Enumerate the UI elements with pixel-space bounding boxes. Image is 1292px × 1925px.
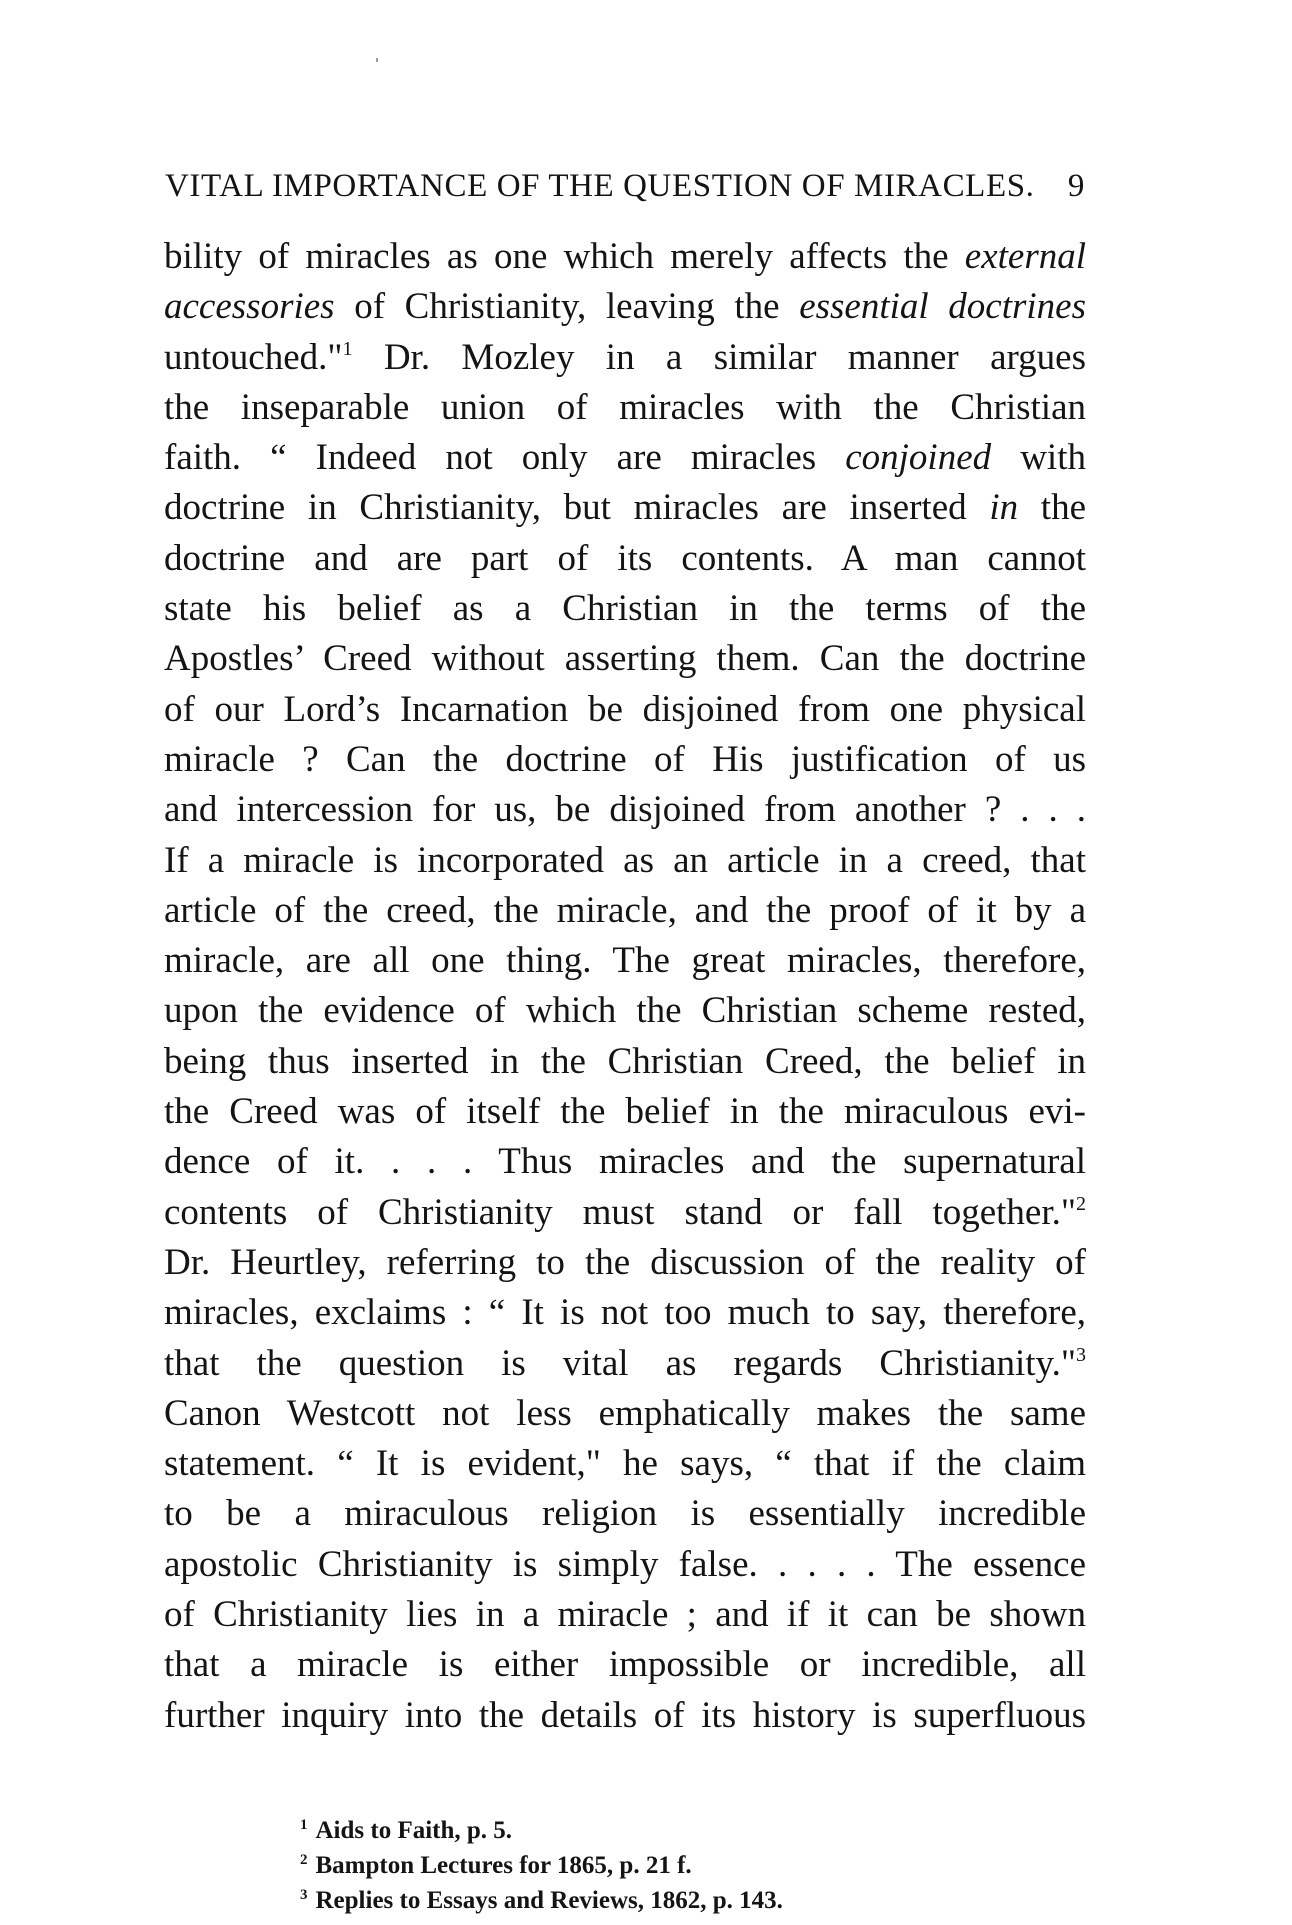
text-line: article of the creed, the miracle, and the proof of it by a [164,889,1086,931]
footnote-mark: 1 [300,1817,308,1833]
text-line: faith. “ Indeed not only are miracles conjoined with [164,437,1086,479]
text-line: miracles, exclaims : “ It is not too much to say, therefore, [164,1292,1086,1334]
text-line: of Christianity lies in a miracle ; and if it can be shown [164,1594,1086,1636]
text-line: state his belief as a Christian in the terms of the [164,588,1086,630]
text-line: bility of miracles as one which merely affects the external [164,236,1086,277]
footnote [300,1848,1000,1883]
running-head-title: VITAL IMPORTANCE OF THE QUESTION OF MIRACLES. [165,168,1035,204]
paper-speck [376,58,378,62]
text-line: that the question is vital as regards Christianity."$^3$ [164,1342,1086,1384]
text-line: accessories of Christianity, leaving the essential doctrines [164,286,1086,328]
footnote-text: Bampton Lectures for 1865, p. 21 f. [315,1852,692,1879]
text-line: and intercession for us, be disjoined from another ? . . . [164,789,1086,831]
text-line: doctrine in Christianity, but miracles are inserted in the [164,487,1086,529]
text-line: dence of it. . . . Thus miracles and the supernatural [164,1141,1086,1183]
footnote [300,1813,1000,1848]
text-line: contents of Christianity must stand or fall together."$^2$ [164,1191,1086,1233]
footnotes [300,1813,1000,1918]
text-line: to be a miraculous religion is essentially incredible [164,1493,1086,1535]
footnote-ref: 2 [1076,1192,1086,1215]
running-head [165,168,1085,205]
footnote-mark: 3 [300,1887,308,1903]
page-number: 9 [1067,168,1085,204]
footnote-ref: 3 [1076,1343,1086,1366]
footnote [300,1883,1000,1918]
text-line: Canon Westcott not less emphatically makes the same [164,1392,1086,1434]
text-line: untouched."$^1$ Dr. Mozley in a similar manner argues [164,336,1086,378]
text-line: Dr. Heurtley, referring to the discussion of the reality of [164,1241,1086,1283]
text-line: the inseparable union of miracles with the Christian [164,386,1086,428]
text-line: that a miracle is either impossible or incredible, all [164,1644,1086,1686]
text-line: miracle ? Can the doctrine of His justification of us [164,738,1086,780]
text-line: statement. “ It is evident," he says, “ that if the claim [164,1443,1086,1485]
text-line: the Creed was of itself the belief in the miraculous evi- [164,1091,1086,1133]
text-line: Apostles’ Creed without asserting them. Can the doctrine [164,638,1086,680]
text-line: being thus inserted in the Christian Creed, the belief in [164,1040,1086,1082]
text-line: further inquiry into the details of its history is superfluous [164,1694,1086,1736]
footnote-ref: 1 [342,337,353,360]
footnote-text: Aids to Faith, p. 5. [315,1817,513,1844]
text-line: doctrine and are part of its contents. A man cannot [164,537,1086,579]
text-line: apostolic Christianity is simply false. . . . . The essence [164,1543,1086,1585]
text-line: If a miracle is incorporated as an article in a creed, that [164,839,1086,881]
body-text [164,232,1086,1741]
text-line: of our Lord’s Incarnation be disjoined from one physical [164,688,1086,730]
text-line: upon the evidence of which the Christian scheme rested, [164,990,1086,1032]
footnote-mark: 2 [300,1852,308,1868]
text-line: miracle, are all one thing. The great miracles, therefore, [164,940,1086,982]
footnote-text: Replies to Essays and Reviews, 1862, p. 143. [315,1887,783,1914]
